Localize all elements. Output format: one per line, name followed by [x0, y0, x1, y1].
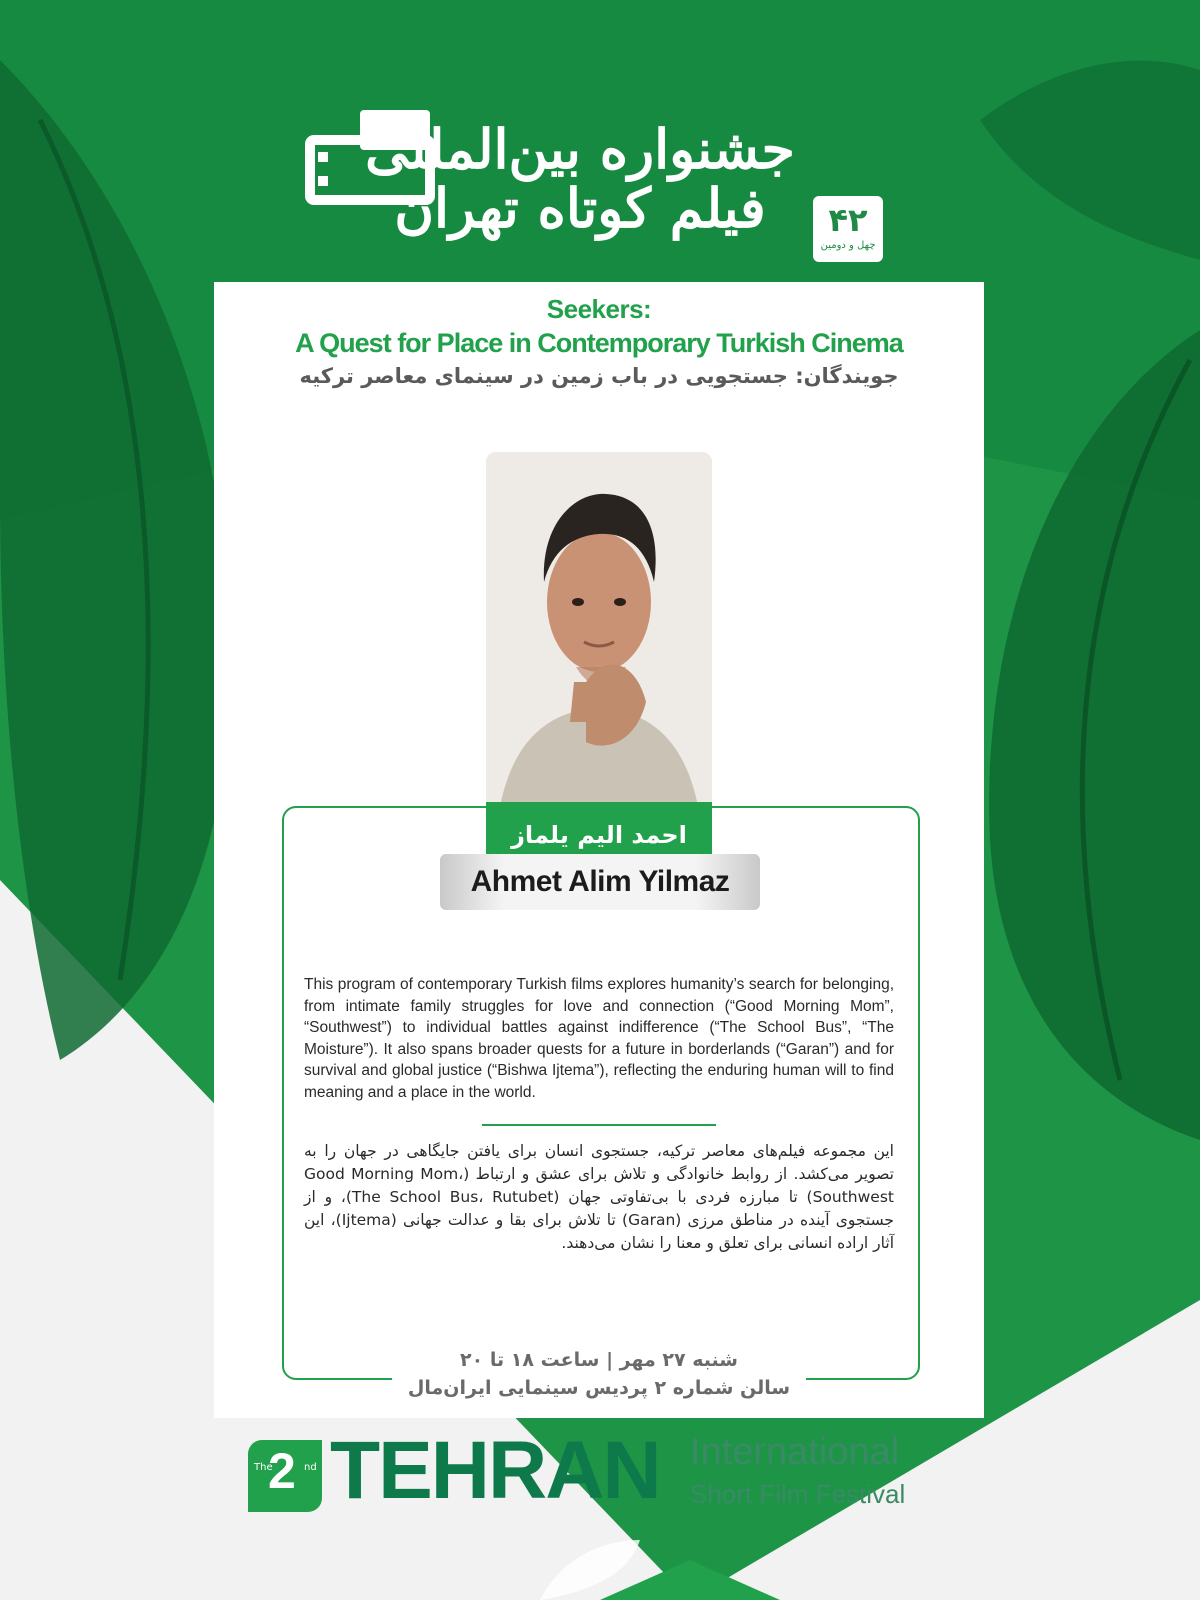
- edition-number-footer: 2: [268, 1443, 296, 1499]
- edition-number: ۴۲: [828, 201, 868, 239]
- title-english-line1: Seekers:: [546, 294, 652, 324]
- edition-badge: [813, 196, 883, 262]
- schedule-venue: سالن شماره ۲ پردیس سینمایی ایران‌مال: [392, 1374, 806, 1402]
- festival-edition-badge: [248, 1440, 322, 1512]
- festival-name-international: International: [690, 1431, 900, 1473]
- poster-card: [214, 282, 984, 1418]
- portrait-illustration: [486, 452, 712, 832]
- description-persian: این مجموعه فیلم‌های معاصر ترکیه، جستجوی انسان برای یافتن جایگاهی در جهان را به تصویر می‌کشد. از روابط خانوادگی و تلاش برای عشق و ارتباط (Good Morning Mom، Southwest) تا مبارزه فردی با بی‌تفاوتی جهان (The School Bus، Rutubet)، و از جستجوی آینده در مناطق مرزی (Garan) تا تلاش برای بقا و عدالت جهانی (Ijtema)، این آثار اراده انسانی برای تعلق و معنا را نشان می‌دهند.: [304, 1142, 894, 1252]
- edition-the: The: [254, 1462, 273, 1473]
- festival-name-short-film-festival: Short Film Festival: [690, 1479, 906, 1509]
- presenter-name-english: Ahmet Alim Yilmaz: [440, 854, 760, 910]
- divider: [482, 1124, 716, 1126]
- schedule-info: [214, 1346, 984, 1402]
- title-persian: جویندگان: جستجویی در باب زمین در سینمای معاصر ترکیه: [299, 364, 899, 388]
- title-english-line2: A Quest for Place in Contemporary Turkish Cinema: [295, 328, 903, 358]
- edition-text: چهل و دومین: [820, 240, 876, 251]
- edition-suffix: nd: [304, 1462, 317, 1473]
- schedule-date-time: شنبه ۲۷ مهر | ساعت ۱۸ تا ۲۰: [460, 1349, 738, 1371]
- portrait-photo: [486, 452, 712, 832]
- festival-persian-calligraphy: جشنواره بین‌المللی فیلم کوتاه تهران: [365, 117, 795, 241]
- festival-name-tehran: TEHRAN: [330, 1425, 660, 1516]
- description-english: This program of contemporary Turkish films explores humanity’s search for belonging, from intimate family struggles for love and connection (“Good Morning Mom”, “Southwest”) to individual battles against indifference (“The School Bus”, “The Moisture”). It also spans broader quests for a future in borderlands (“Garan”) and for survival and global justice (“Bishwa Ijtema”), reflecting the enduring human will to find meaning and a place in the world.: [304, 976, 894, 1101]
- presenter-name-persian: احمد الیم یلماز: [486, 802, 712, 868]
